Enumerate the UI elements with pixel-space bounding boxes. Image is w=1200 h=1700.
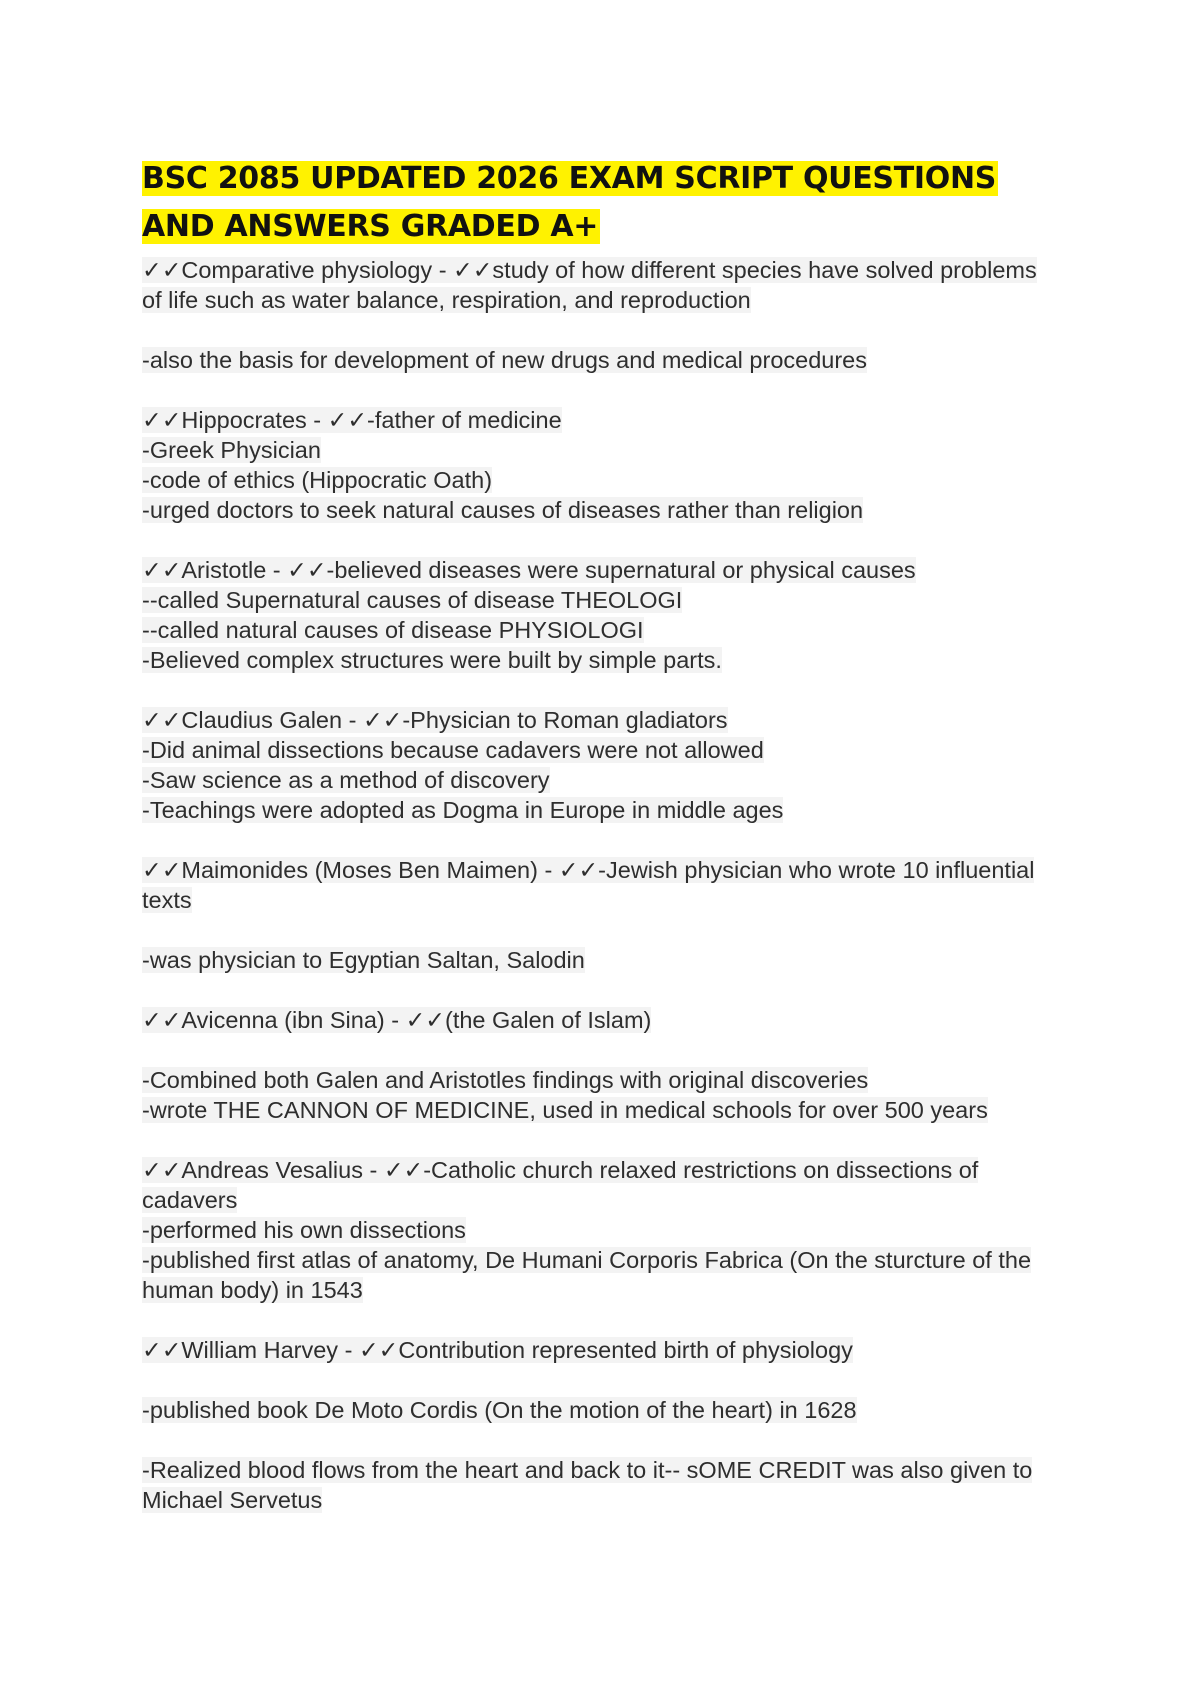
document-page	[142, 155, 1042, 1515]
text-line-content: -was physician to Egyptian Saltan, Salodin	[142, 947, 585, 973]
text-line-content: --called natural causes of disease PHYSIOLOGI	[142, 617, 644, 643]
text-line-content: cadavers	[142, 1187, 238, 1213]
text-line	[142, 1155, 1042, 1185]
text-line	[142, 1485, 1042, 1515]
text-line-content: ✓✓Maimonides (Moses Ben Maimen) - ✓✓-Jewish physician who wrote 10 influential	[142, 857, 1035, 883]
text-line-content: -urged doctors to seek natural causes of diseases rather than religion	[142, 497, 864, 523]
paragraph-gap	[142, 1035, 1042, 1065]
text-line-content: ✓✓Andreas Vesalius - ✓✓-Catholic church relaxed restrictions on dissections of	[142, 1157, 979, 1183]
text-line	[142, 795, 1042, 825]
text-line	[142, 1095, 1042, 1125]
text-line-content: ✓✓William Harvey - ✓✓Contribution represented birth of physiology	[142, 1337, 853, 1363]
text-line-content: ✓✓Aristotle - ✓✓-believed diseases were supernatural or physical causes	[142, 557, 916, 583]
title-line-1: BSC 2085 UPDATED 2026 EXAM SCRIPT QUESTIONS	[142, 161, 997, 196]
paragraph-gap	[142, 315, 1042, 345]
text-line	[142, 585, 1042, 615]
text-line	[142, 345, 1042, 375]
paragraph-gap	[142, 915, 1042, 945]
text-line	[142, 1245, 1042, 1275]
text-line-content: -Saw science as a method of discovery	[142, 767, 550, 793]
text-line-content: ✓✓Hippocrates - ✓✓-father of medicine	[142, 407, 562, 433]
text-line-content: -Teachings were adopted as Dogma in Europe in middle ages	[142, 797, 784, 823]
paragraph-gap	[142, 525, 1042, 555]
document-title	[142, 155, 1042, 251]
text-line	[142, 705, 1042, 735]
text-line-content: -Combined both Galen and Aristotles findings with original discoveries	[142, 1067, 869, 1093]
text-line-content: -Believed complex structures were built by simple parts.	[142, 647, 722, 673]
text-line	[142, 495, 1042, 525]
text-line-content: -Greek Physician	[142, 437, 321, 463]
document-body	[142, 255, 1042, 1515]
text-line-content: ✓✓Claudius Galen - ✓✓-Physician to Roman gladiators	[142, 707, 728, 733]
paragraph-gap	[142, 975, 1042, 1005]
text-line-content: -published book De Moto Cordis (On the motion of the heart) in 1628	[142, 1397, 857, 1423]
paragraph-gap	[142, 375, 1042, 405]
title-line-2: AND ANSWERS GRADED A+	[142, 209, 599, 244]
paragraph-gap	[142, 1365, 1042, 1395]
paragraph-gap	[142, 825, 1042, 855]
text-line-content: -code of ethics (Hippocratic Oath)	[142, 467, 493, 493]
paragraph-gap	[142, 675, 1042, 705]
text-line	[142, 405, 1042, 435]
paragraph-gap	[142, 1305, 1042, 1335]
text-line	[142, 1395, 1042, 1425]
text-line-content: ✓✓Comparative physiology - ✓✓study of how different species have solved problems	[142, 257, 1037, 283]
paragraph-gap	[142, 1425, 1042, 1455]
text-line	[142, 465, 1042, 495]
text-line-content: human body) in 1543	[142, 1277, 363, 1303]
text-line	[142, 645, 1042, 675]
text-line-content: ✓✓Avicenna (ibn Sina) - ✓✓(the Galen of Islam)	[142, 1007, 652, 1033]
text-line	[142, 555, 1042, 585]
text-line	[142, 735, 1042, 765]
text-line	[142, 1065, 1042, 1095]
text-line	[142, 615, 1042, 645]
paragraph-gap	[142, 1125, 1042, 1155]
text-line-content: Michael Servetus	[142, 1487, 323, 1513]
text-line-content: texts	[142, 887, 192, 913]
text-line	[142, 1455, 1042, 1485]
text-line	[142, 255, 1042, 285]
text-line	[142, 1215, 1042, 1245]
text-line	[142, 1185, 1042, 1215]
text-line	[142, 285, 1042, 315]
text-line	[142, 885, 1042, 915]
text-line	[142, 435, 1042, 465]
text-line-content: -performed his own dissections	[142, 1217, 466, 1243]
text-line-content: of life such as water balance, respiration, and reproduction	[142, 287, 751, 313]
text-line-content: -Did animal dissections because cadavers were not allowed	[142, 737, 764, 763]
text-line	[142, 1275, 1042, 1305]
text-line	[142, 945, 1042, 975]
text-line	[142, 1005, 1042, 1035]
text-line	[142, 1335, 1042, 1365]
text-line-content: -wrote THE CANNON OF MEDICINE, used in medical schools for over 500 years	[142, 1097, 988, 1123]
text-line-content: -Realized blood flows from the heart and back to it-- sOME CREDIT was also given to	[142, 1457, 1033, 1483]
text-line-content: --called Supernatural causes of disease THEOLOGI	[142, 587, 683, 613]
text-line-content: -published first atlas of anatomy, De Humani Corporis Fabrica (On the sturcture of the	[142, 1247, 1032, 1273]
text-line-content: -also the basis for development of new drugs and medical procedures	[142, 347, 867, 373]
text-line	[142, 765, 1042, 795]
text-line	[142, 855, 1042, 885]
